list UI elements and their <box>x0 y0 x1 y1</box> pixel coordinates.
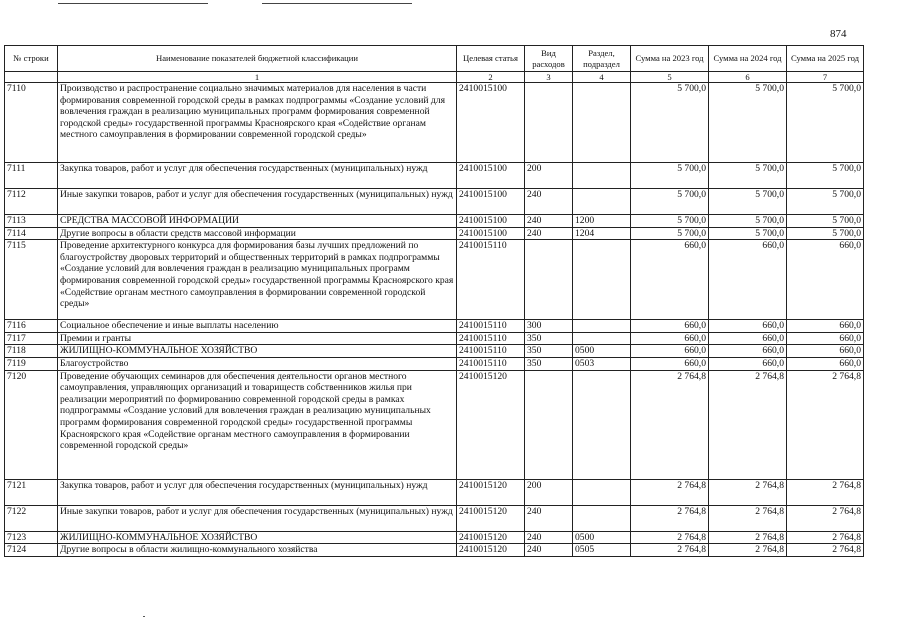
row-name: Закупка товаров, работ и услуг для обеспечения государственных (муниципальных) нужд <box>58 479 457 505</box>
table-row <box>5 320 864 333</box>
table-row <box>5 189 864 215</box>
row-expense-type: 240 <box>525 215 573 228</box>
row-sum-2024: 5 700,0 <box>709 189 787 215</box>
table-body <box>5 83 864 557</box>
row-target-article: 2410015120 <box>457 505 525 531</box>
row-expense-type: 200 <box>525 479 573 505</box>
col-number: 3 <box>525 72 573 83</box>
row-name: Проведение архитектурного конкурса для формирования базы лучших предложений по благоустройству дворовых территорий и общественных территорий в рамках подпрограммы «Создание условий для вовлечения граждан в реализацию муниципальных программ формирования современной городской среды» государственной программы Красноярского края «Содействие органам местного самоуправления в формировании современной городской среды» <box>58 240 457 320</box>
header-row-no: № строки <box>5 46 58 72</box>
row-sum-2025: 2 764,8 <box>787 505 864 531</box>
row-sum-2023: 660,0 <box>631 345 709 358</box>
row-section: 1204 <box>573 227 631 240</box>
row-section <box>573 505 631 531</box>
row-sum-2024: 5 700,0 <box>709 215 787 228</box>
row-sum-2024: 5 700,0 <box>709 227 787 240</box>
table-row <box>5 83 864 163</box>
row-expense-type <box>525 240 573 320</box>
row-target-article: 2410015120 <box>457 531 525 544</box>
row-section <box>573 479 631 505</box>
row-section <box>573 332 631 345</box>
row-target-article: 2410015110 <box>457 345 525 358</box>
row-sum-2024: 660,0 <box>709 320 787 333</box>
row-sum-2023: 2 764,8 <box>631 370 709 479</box>
row-sum-2024: 5 700,0 <box>709 163 787 189</box>
row-sum-2025: 660,0 <box>787 240 864 320</box>
row-sum-2024: 660,0 <box>709 240 787 320</box>
row-name: ЖИЛИЩНО-КОММУНАЛЬНОЕ ХОЗЯЙСТВО <box>58 531 457 544</box>
row-section <box>573 189 631 215</box>
row-sum-2023: 660,0 <box>631 357 709 370</box>
row-sum-2023: 2 764,8 <box>631 505 709 531</box>
row-sum-2024: 2 764,8 <box>709 370 787 479</box>
row-section <box>573 370 631 479</box>
row-target-article: 2410015100 <box>457 215 525 228</box>
page-number: 874 <box>830 28 847 40</box>
row-number: 7121 <box>5 479 58 505</box>
row-name: ЖИЛИЩНО-КОММУНАЛЬНОЕ ХОЗЯЙСТВО <box>58 345 457 358</box>
row-target-article: 2410015100 <box>457 227 525 240</box>
row-target-article: 2410015110 <box>457 240 525 320</box>
row-sum-2024: 2 764,8 <box>709 531 787 544</box>
row-name: Социальное обеспечение и иные выплаты населению <box>58 320 457 333</box>
table-row <box>5 345 864 358</box>
row-name: СРЕДСТВА МАССОВОЙ ИНФОРМАЦИИ <box>58 215 457 228</box>
table-row <box>5 479 864 505</box>
row-target-article: 2410015100 <box>457 189 525 215</box>
row-name: Закупка товаров, работ и услуг для обеспечения государственных (муниципальных) нужд <box>58 163 457 189</box>
row-sum-2023: 660,0 <box>631 320 709 333</box>
table-row <box>5 163 864 189</box>
row-number: 7123 <box>5 531 58 544</box>
row-expense-type <box>525 83 573 163</box>
row-name: Премии и гранты <box>58 332 457 345</box>
row-sum-2025: 2 764,8 <box>787 544 864 557</box>
col-number: 2 <box>457 72 525 83</box>
row-number: 7115 <box>5 240 58 320</box>
row-target-article: 2410015120 <box>457 479 525 505</box>
row-sum-2024: 660,0 <box>709 332 787 345</box>
header-row <box>5 46 864 72</box>
row-expense-type: 350 <box>525 332 573 345</box>
row-expense-type: 240 <box>525 227 573 240</box>
row-sum-2023: 660,0 <box>631 240 709 320</box>
row-sum-2023: 2 764,8 <box>631 544 709 557</box>
row-sum-2024: 660,0 <box>709 345 787 358</box>
row-section <box>573 240 631 320</box>
header-expense-type: Вид расходов <box>525 46 573 72</box>
row-sum-2025: 5 700,0 <box>787 163 864 189</box>
speck-mark <box>143 616 145 617</box>
row-sum-2025: 660,0 <box>787 357 864 370</box>
row-section: 0500 <box>573 531 631 544</box>
col-number: 6 <box>709 72 787 83</box>
row-sum-2023: 5 700,0 <box>631 189 709 215</box>
row-section: 0500 <box>573 345 631 358</box>
row-sum-2025: 5 700,0 <box>787 215 864 228</box>
row-number: 7113 <box>5 215 58 228</box>
row-sum-2024: 2 764,8 <box>709 479 787 505</box>
top-rule-left <box>58 3 208 4</box>
row-sum-2025: 2 764,8 <box>787 370 864 479</box>
row-number: 7112 <box>5 189 58 215</box>
table-row <box>5 531 864 544</box>
row-expense-type <box>525 370 573 479</box>
row-expense-type: 240 <box>525 505 573 531</box>
row-number: 7111 <box>5 163 58 189</box>
table-row <box>5 544 864 557</box>
row-expense-type: 200 <box>525 163 573 189</box>
col-number: 1 <box>58 72 457 83</box>
row-sum-2025: 2 764,8 <box>787 531 864 544</box>
budget-table <box>4 45 864 557</box>
header-target: Целевая статья <box>457 46 525 72</box>
row-sum-2024: 2 764,8 <box>709 505 787 531</box>
row-sum-2023: 2 764,8 <box>631 479 709 505</box>
row-expense-type: 240 <box>525 189 573 215</box>
row-sum-2023: 2 764,8 <box>631 531 709 544</box>
row-name: Производство и распространение социально значимых материалов для населения в части формирования современной городской среды в рамках подпрограммы «Создание условий для вовлечения граждан в реализацию муниципальных программ формирования современной городской среды» государственной программы Красноярского края «Содействие органам местного самоуправления в формировании современной городской среды» <box>58 83 457 163</box>
row-name: Иные закупки товаров, работ и услуг для обеспечения государственных (муниципальных) нужд <box>58 189 457 215</box>
row-sum-2025: 2 764,8 <box>787 479 864 505</box>
header-name: Наименование показателей бюджетной классификации <box>58 46 457 72</box>
row-sum-2025: 660,0 <box>787 320 864 333</box>
row-name: Другие вопросы в области средств массовой информации <box>58 227 457 240</box>
row-section <box>573 320 631 333</box>
row-target-article: 2410015100 <box>457 83 525 163</box>
row-sum-2024: 5 700,0 <box>709 83 787 163</box>
row-number: 7119 <box>5 357 58 370</box>
row-target-article: 2410015120 <box>457 370 525 479</box>
col-number: 5 <box>631 72 709 83</box>
row-section: 1200 <box>573 215 631 228</box>
row-sum-2025: 5 700,0 <box>787 227 864 240</box>
row-name: Другие вопросы в области жилищно-коммунального хозяйства <box>58 544 457 557</box>
row-sum-2023: 5 700,0 <box>631 227 709 240</box>
row-target-article: 2410015120 <box>457 544 525 557</box>
row-expense-type: 240 <box>525 544 573 557</box>
row-number: 7117 <box>5 332 58 345</box>
header-sum-2025: Сумма на 2025 год <box>787 46 864 72</box>
row-number: 7118 <box>5 345 58 358</box>
table-row <box>5 240 864 320</box>
row-number: 7120 <box>5 370 58 479</box>
row-sum-2025: 660,0 <box>787 345 864 358</box>
row-sum-2025: 5 700,0 <box>787 189 864 215</box>
row-target-article: 2410015110 <box>457 320 525 333</box>
table-row <box>5 370 864 479</box>
row-target-article: 2410015110 <box>457 332 525 345</box>
row-expense-type: 240 <box>525 531 573 544</box>
col-number: 7 <box>787 72 864 83</box>
row-target-article: 2410015100 <box>457 163 525 189</box>
column-number-row <box>5 72 864 83</box>
row-expense-type: 350 <box>525 357 573 370</box>
row-name: Иные закупки товаров, работ и услуг для обеспечения государственных (муниципальных) нужд <box>58 505 457 531</box>
top-rule-right <box>262 3 412 4</box>
row-number: 7116 <box>5 320 58 333</box>
row-section <box>573 83 631 163</box>
row-sum-2025: 5 700,0 <box>787 83 864 163</box>
row-expense-type: 300 <box>525 320 573 333</box>
row-number: 7110 <box>5 83 58 163</box>
table-row <box>5 215 864 228</box>
row-section <box>573 163 631 189</box>
row-section: 0505 <box>573 544 631 557</box>
header-sum-2023: Сумма на 2023 год <box>631 46 709 72</box>
row-number: 7122 <box>5 505 58 531</box>
header-sum-2024: Сумма на 2024 год <box>709 46 787 72</box>
row-sum-2024: 660,0 <box>709 357 787 370</box>
table-row <box>5 505 864 531</box>
table-row <box>5 357 864 370</box>
row-sum-2023: 5 700,0 <box>631 83 709 163</box>
row-sum-2023: 5 700,0 <box>631 215 709 228</box>
col-number: 4 <box>573 72 631 83</box>
row-target-article: 2410015110 <box>457 357 525 370</box>
col-number <box>5 72 58 83</box>
row-name: Благоустройство <box>58 357 457 370</box>
row-number: 7114 <box>5 227 58 240</box>
row-section: 0503 <box>573 357 631 370</box>
table-row <box>5 332 864 345</box>
table-row <box>5 227 864 240</box>
row-sum-2024: 2 764,8 <box>709 544 787 557</box>
row-name: Проведение обучающих семинаров для обеспечения деятельности органов местного самоуправления, управляющих организаций и товариществ собственников жилья при реализации мероприятий по формированию современной городской среды в рамках подпрограммы «Создание условий для вовлечения граждан в реализацию муниципальных программ формирования современной городской среды» государственной программы Красноярского края «Содействие органам местного самоуправления в формировании современной городской среды» <box>58 370 457 479</box>
row-number: 7124 <box>5 544 58 557</box>
row-expense-type: 350 <box>525 345 573 358</box>
row-sum-2025: 660,0 <box>787 332 864 345</box>
row-sum-2023: 5 700,0 <box>631 163 709 189</box>
header-section: Раздел, подраздел <box>573 46 631 72</box>
row-sum-2023: 660,0 <box>631 332 709 345</box>
